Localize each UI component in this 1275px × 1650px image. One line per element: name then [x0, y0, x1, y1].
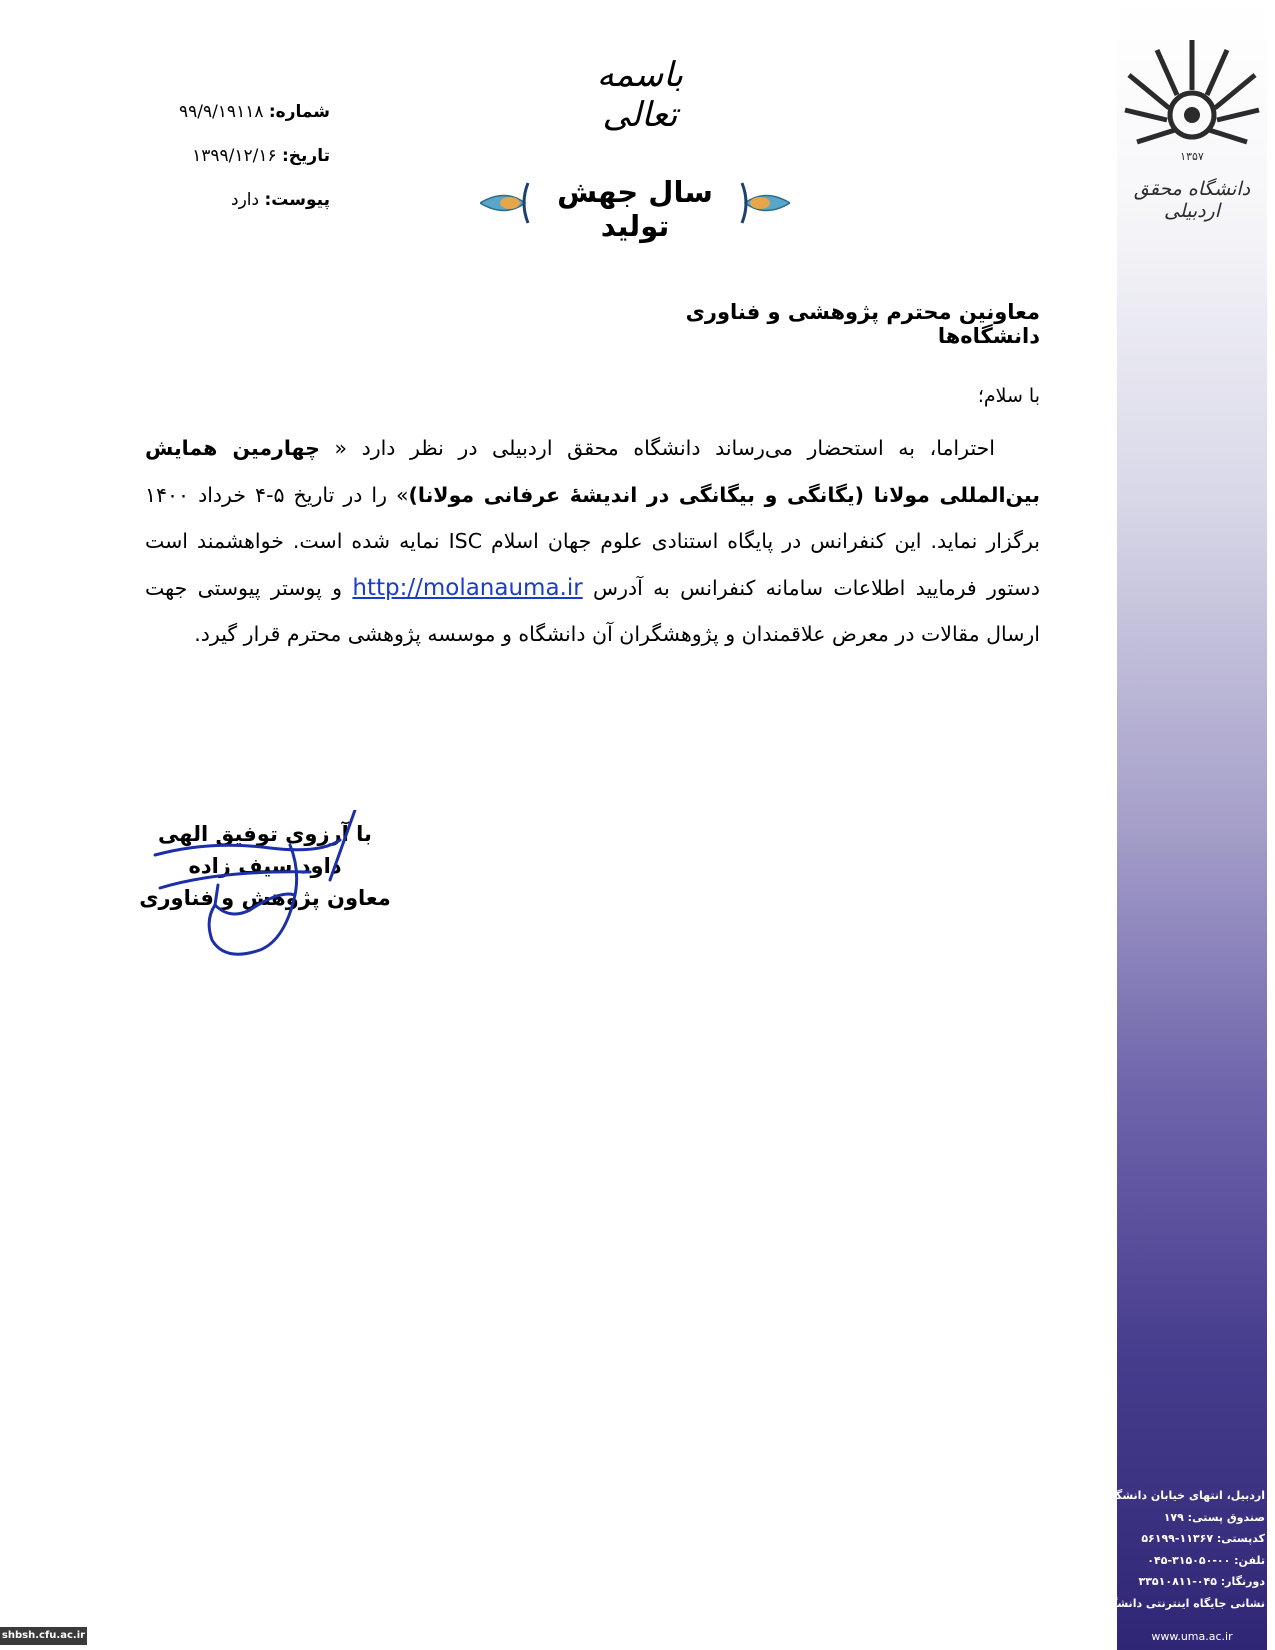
contact-website-label: نشانی جایگاه اینترنتی دانشگاه — [1100, 1596, 1265, 1610]
attachment-label: پیوست: — [264, 190, 330, 210]
signatory-name: داود سیف زاده — [188, 854, 342, 878]
date-label: تاریخ: — [282, 146, 330, 166]
attachment-value: دارد — [231, 190, 260, 210]
sidebar-band — [1100, 0, 1267, 1650]
number-label: شماره: — [268, 102, 330, 122]
signatory-title: معاون پژوهش و فناوری — [139, 886, 391, 910]
signature-icon — [150, 810, 380, 985]
contact-block — [1100, 1485, 1265, 1614]
contact-phone: تلفن: ۰۰-۳۱۵۰۵۰-۰۴۵ — [1147, 1553, 1265, 1567]
contact-address: اردبیل، انتهای خیابان دانشگاه — [1105, 1489, 1265, 1502]
greeting: با سلام؛ — [977, 385, 1040, 407]
attachment-row — [120, 178, 330, 222]
university-logo-icon — [1117, 30, 1267, 180]
body-text-1: احتراما، به استحضار می‌رساند دانشگاه محقق اردبیلی در نظر دارد « — [319, 436, 995, 460]
year-slogan: سال جهش تولید — [557, 175, 713, 243]
contact-fax: دورنگار: ۰۴۵-۳۳۵۱۰۸۱۱ — [1138, 1575, 1265, 1588]
basmala-heading: باسمه تعالی — [596, 55, 684, 135]
contact-postcode: کدپستی: ۱۱۳۶۷-۵۶۱۹۹ — [1141, 1532, 1265, 1545]
letter-body — [145, 425, 1040, 658]
source-badge: shbsh.cfu.ac.ir — [0, 1627, 87, 1645]
number-row — [120, 90, 330, 134]
conference-link[interactable]: http://molanauma.ir — [352, 574, 583, 601]
conference-title: چهارمین همایش بین‌المللی مولانا (یگانگی و بیگانگی در اندیشهٔ عرفانی مولانا) — [145, 436, 1040, 507]
website-url[interactable]: www.uma.ac.ir — [1151, 1630, 1233, 1643]
closing-wish: با آرزوی توفیق الهی — [158, 822, 372, 846]
recipient-line: معاونین محترم پژوهشی و فناوری دانشگاه‌ها — [685, 300, 1040, 348]
date-row — [120, 134, 330, 178]
date-value: ۱۳۹۹/۱۲/۱۶ — [192, 146, 277, 166]
letter-meta — [120, 90, 330, 222]
body-text-2: » را در تاریخ ۵-۴ خرداد ۱۴۰۰ برگزار نماید. این کنفرانس در پایگاه استنادی علوم جهان اسلام ISC نمایه شده است. خواهشمند است دستور فرمایید اطلاعات سامانه کنفرانس به آدرس — [145, 482, 1040, 600]
body-text-3: و پوستر پیوستی جهت ارسال مقالات در معرض علاقمندان و پژوهشگران آن دانشگاه و موسسه پژوهشی محترم قرار گیرد. — [145, 575, 1040, 646]
founded-year: ۱۳۵۷ — [1180, 150, 1204, 163]
number-value: ۹۹/۹/۱۹۱۱۸ — [178, 102, 264, 122]
contact-pobox: صندوق پستی: ۱۷۹ — [1163, 1510, 1265, 1524]
university-name: دانشگاه محقق اردبیلی — [1133, 178, 1251, 222]
